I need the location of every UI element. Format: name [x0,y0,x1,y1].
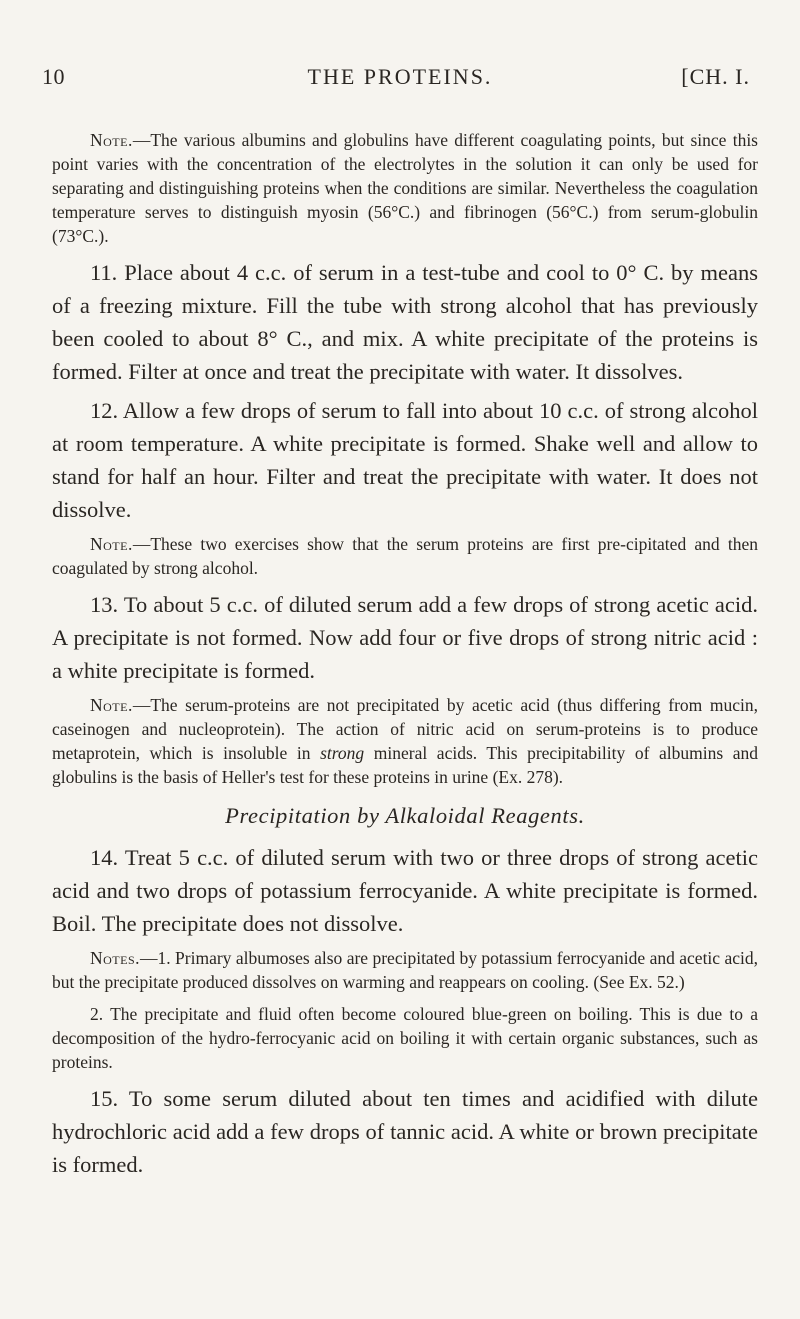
page-body [52,128,758,1187]
notes-text-1: —1. Primary albumoses also are precipitated by potassium ferrocyanide and acetic acid, but the precipitate produced dissolves on warming and reappears on cooling. (See Ex. 52.) [52,948,758,992]
note-coagulation [52,128,758,248]
page-number: 10 [42,64,65,89]
note-emphasis: strong [320,743,365,763]
exercise-11: 11. Place about 4 c.c. of serum in a test-tube and cool to 0° C. by means of a freezing mixture. Fill the tube with strong alcohol that has previously been cooled to about 8° C., and mix. A white precipitate of the proteins is formed. Filter at once and treat the precipitate with water. It dissolves. [52,260,758,384]
note-text: —These two exercises show that the serum proteins are first pre-cipitated and then coagulated by strong alcohol. [52,534,758,578]
note-label: Note. [90,695,133,715]
exercise-14: 14. Treat 5 c.c. of diluted serum with two or three drops of strong acetic acid and two drops of potassium ferrocyanide. A white precipitate is formed. Boil. The precipitate does not dissolve. [52,845,758,936]
note-acids [52,693,758,789]
note-label: Note. [90,130,133,150]
note-text: —The various albumins and globulins have different coagulating points, but since this point varies with the concentration of the electrolytes in the solution it can only be used for separating and distinguishing proteins when the conditions are similar. Nevertheless the coagulation temperature serves to distinguish myosin (56°C.) and fibrinogen (56°C.) from serum-globulin (73°C.). [52,130,758,246]
notes-item-1 [52,946,758,994]
notes-label: Notes. [90,948,141,968]
notes-item-2: 2. The precipitate and fluid often become coloured blue-green on boiling. This is due to a decomposition of the hydro-ferrocyanic acid on boiling it with certain organic substances, such as proteins. [52,1004,758,1072]
note-text: —The serum-proteins are not precipitated by acetic acid (thus differing from mucin, caseinogen and nucleoprotein). The action of nitric acid on serum-proteins is to produce metaprotein, which is insoluble in [52,695,758,763]
note-alcohol [52,532,758,580]
note-label: Note. [90,534,133,554]
note-text-continued: mineral acids. This precipitability of albumins and globulins is the basis of Heller's test for these proteins in urine (Ex. 278). [52,743,759,787]
running-title: THE PROTEINS. [307,64,493,89]
exercise-15: 15. To some serum diluted about ten times and acidified with dilute hydrochloric acid add a few drops of tannic acid. A white or brown precipitate is formed. [52,1086,758,1177]
section-heading: Precipitation by Alkaloidal Reagents. [225,803,585,828]
exercise-13: 13. To about 5 c.c. of diluted serum add a few drops of strong acetic acid. A precipitate is not formed. Now add four or five drops of strong nitric acid : a white precipitate is formed. [52,592,758,683]
exercise-12: 12. Allow a few drops of serum to fall into about 10 c.c. of strong alcohol at room temperature. A white precipitate is formed. Shake well and allow to stand for half an hour. Filter and treat the precipitate with water. It does not dissolve. [52,398,758,522]
page-header [42,58,758,98]
chapter-label: [CH. I. [681,64,750,89]
